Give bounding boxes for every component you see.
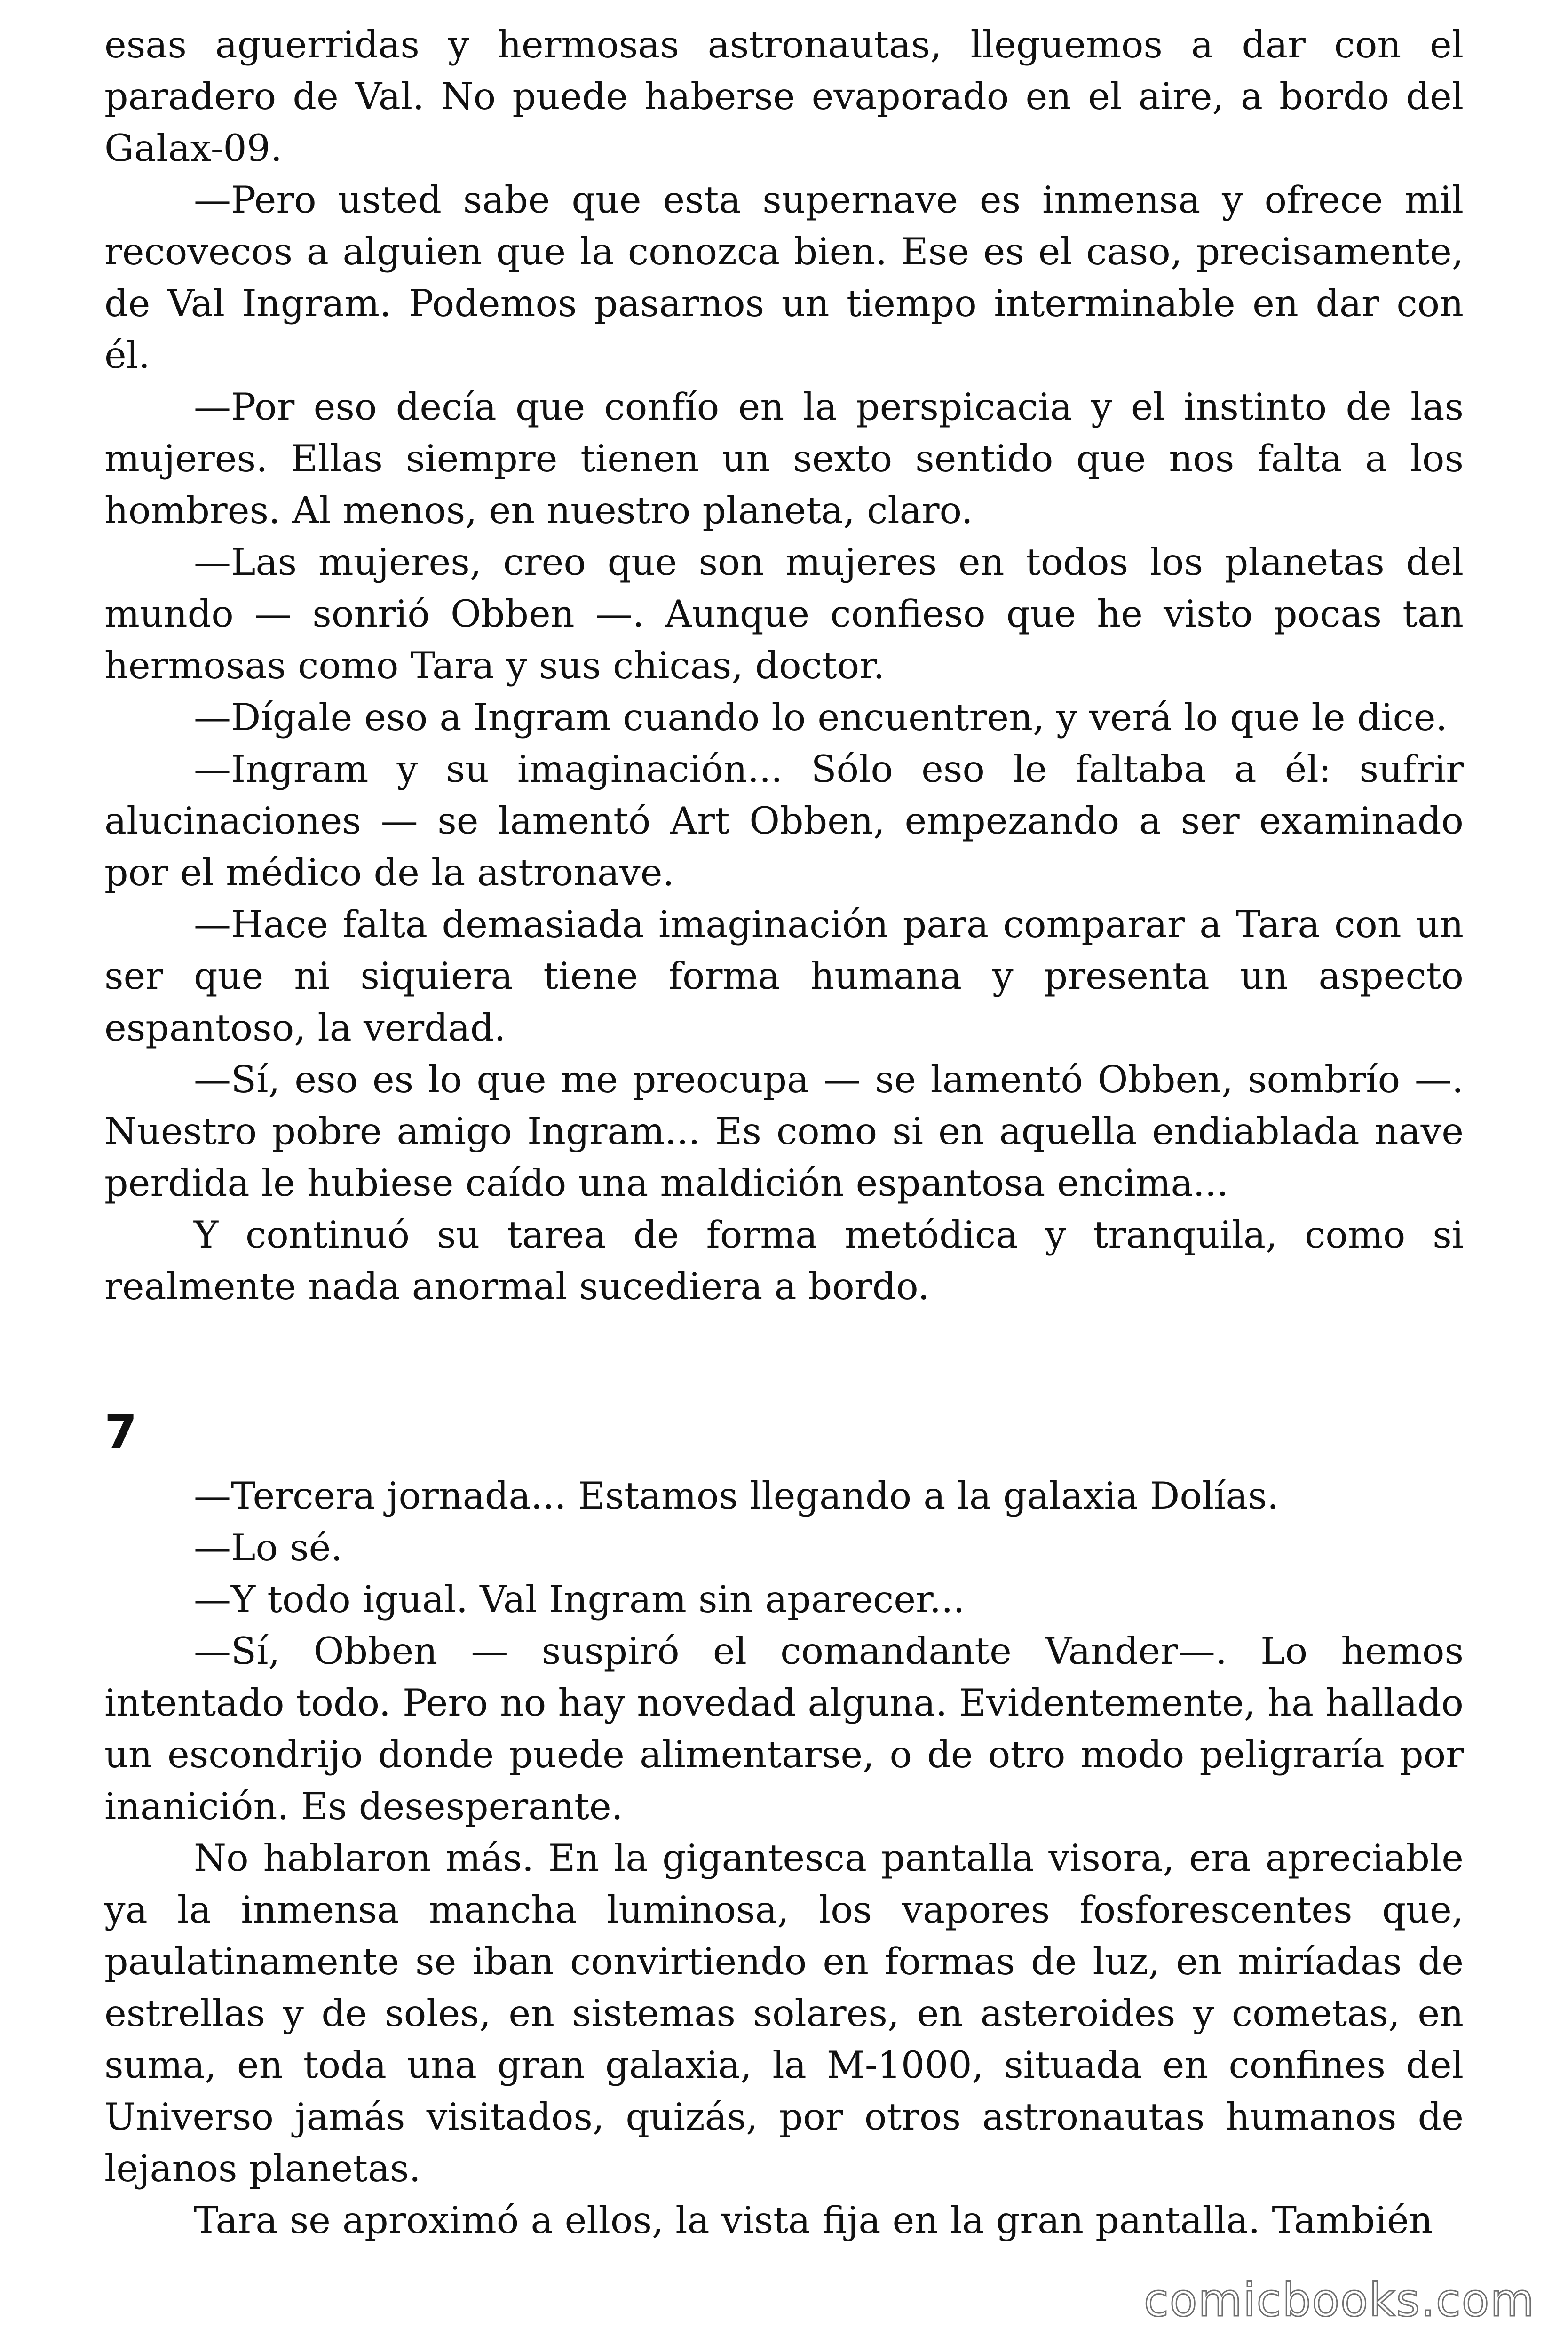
- dialogue-paragraph: —Y todo igual. Val Ingram sin aparecer...: [194, 1578, 965, 1621]
- dialogue-paragraph: —Sí, Obben — suspiró el comandante Vander—. Lo hemos intentado todo. Pero no hay novedad alguna. Evidentemente, ha hallado un escondrijo donde puede alimentarse, o de otro modo peligraría por inanición. Es desesperante.: [104, 1629, 1464, 1828]
- dialogue-paragraph: —Hace falta demasiada imaginación para comparar a Tara con un ser que ni siquiera tiene forma humana y presenta un aspecto espantoso, la verdad.: [104, 903, 1464, 1049]
- dialogue-paragraph: —Las mujeres, creo que son mujeres en todos los planetas del mundo — sonrió Obben —. Aunque confieso que he visto pocas tan hermosas como Tara y sus chicas, doctor.: [104, 540, 1464, 687]
- narrative-paragraph: Y continuó su tarea de forma metódica y tranquila, como si realmente nada anormal sucediera a bordo.: [104, 1213, 1464, 1308]
- text-column: [104, 19, 1464, 2246]
- dialogue-paragraph: —Sí, eso es lo que me preocupa — se lamentó Obben, sombrío —. Nuestro pobre amigo Ingram... Es como si en aquella endiablada nave perdida le hubiese caído una maldición espantosa encima...: [104, 1058, 1464, 1205]
- watermark-logo: comicbooks.com: [1143, 2274, 1535, 2327]
- dialogue-paragraph: —Dígale eso a Ingram cuando lo encuentren, y verá lo que le dice.: [194, 696, 1448, 739]
- paragraph-continuation: esas aguerridas y hermosas astronautas, lleguemos a dar con el paradero de Val. No puede haberse evaporado en el aire, a bordo del Galax-09.: [104, 23, 1464, 170]
- dialogue-paragraph: —Lo sé.: [194, 1526, 343, 1569]
- chapter-heading: 7: [104, 1405, 137, 1460]
- narrative-paragraph: Tara se aproximó a ellos, la vista fija en la gran pantalla. También: [194, 2199, 1433, 2242]
- dialogue-paragraph: —Por eso decía que confío en la perspicacia y el instinto de las mujeres. Ellas siempre tienen un sexto sentido que nos falta a los hombres. Al menos, en nuestro planeta, claro.: [104, 385, 1464, 532]
- narrative-paragraph: No hablaron más. En la gigantesca pantalla visora, era apreciable ya la inmensa mancha luminosa, los vapores fosforescentes que, paulatinamente se iban convirtiendo en formas de luz, en miríadas de estrellas y de soles, en sistemas solares, en asteroides y cometas, en suma, en toda una gran galaxia, la M-1000, situada en confines del Universo jamás visitados, quizás, por otros astronautas humanos de lejanos planetas.: [104, 1836, 1464, 2190]
- dialogue-paragraph: —Tercera jornada... Estamos llegando a la galaxia Dolías.: [194, 1474, 1279, 1518]
- dialogue-paragraph: —Ingram y su imaginación... Sólo eso le faltaba a él: sufrir alucinaciones — se lamentó Art Obben, empezando a ser examinado por el médico de la astronave.: [104, 747, 1464, 894]
- dialogue-paragraph: —Pero usted sabe que esta supernave es inmensa y ofrece mil recovecos a alguien que la conozca bien. Ese es el caso, precisamente, de Val Ingram. Podemos pasarnos un tiempo interminable en dar con él.: [104, 178, 1464, 377]
